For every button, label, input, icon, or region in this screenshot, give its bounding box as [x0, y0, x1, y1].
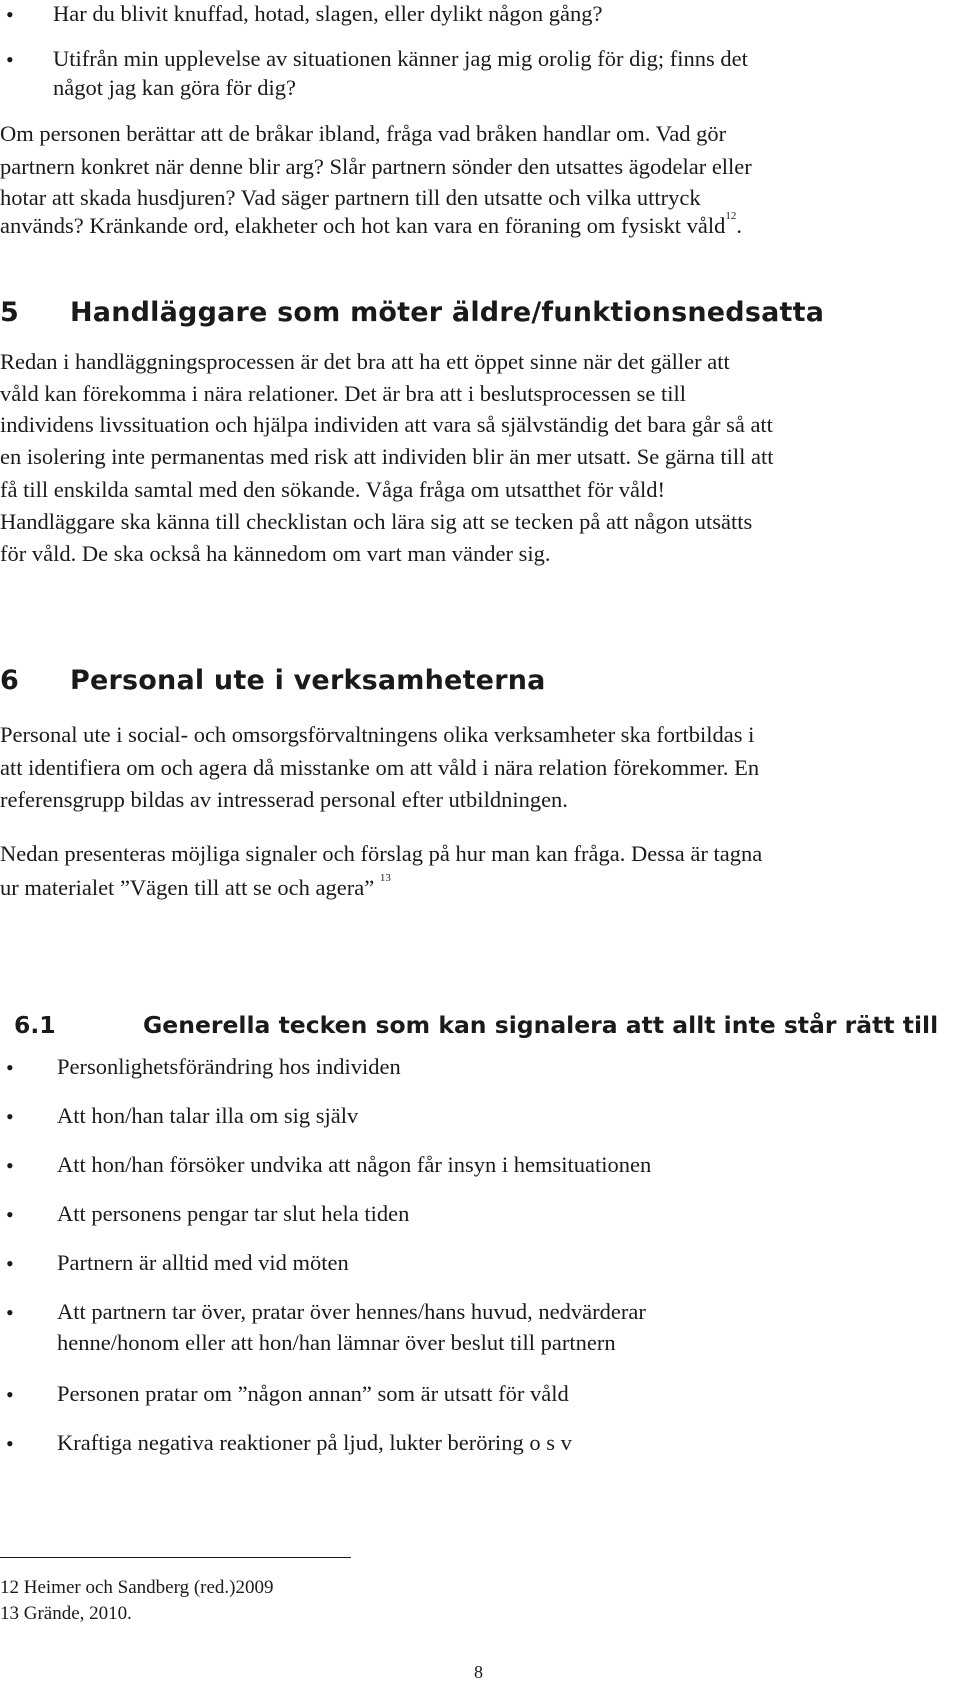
section-number: 5: [0, 297, 19, 328]
section5-line: individens livssituation och hjälpa individen att vara så självständig det bara går så att: [0, 412, 773, 437]
footnote-number: 12: [0, 1577, 19, 1598]
intro-line: [0, 210, 742, 238]
subsection-title: Generella tecken som kan signalera att allt inte står rätt till: [143, 1011, 939, 1039]
page-number: 8: [474, 1662, 483, 1682]
bullet-text: Att partnern tar över, pratar över hennes/hans huvud, nedvärderar: [57, 1299, 646, 1324]
bullet-text: Personen pratar om ”någon annan” som är utsatt för våld: [57, 1381, 569, 1406]
bullet-text: Att hon/han talar illa om sig själv: [57, 1103, 359, 1128]
footnote-separator: [0, 1557, 351, 1558]
footnote-text: Grände, 2010.: [23, 1603, 132, 1624]
section5-line: en isolering inte permanentas med risk att individen blir än mer utsatt. Se gärna till att: [0, 444, 774, 469]
bullet-marker: •: [6, 1251, 14, 1276]
section-number: 6: [0, 665, 19, 696]
bullet-marker: •: [6, 1055, 14, 1080]
section6-line: Personal ute i social- och omsorgsförvaltningens olika verksamheter ska fortbildas i: [0, 722, 755, 747]
intro-line-end: .: [736, 213, 742, 238]
section6-line: att identifiera om och agera då misstanke om att våld i nära relation förekommer. En: [0, 755, 760, 780]
section-title: Personal ute i verksamheterna: [70, 665, 546, 696]
bullet-text: Har du blivit knuffad, hotad, slagen, eller dylikt någon gång?: [53, 1, 603, 26]
bullet-text: Att hon/han försöker undvika att någon får insyn i hemsituationen: [57, 1152, 652, 1177]
section6-line-text: ur materialet ”Vägen till att se och agera”: [0, 875, 375, 900]
section5-line: Redan i handläggningsprocessen är det bra att ha ett öppet sinne när det gäller att: [0, 349, 730, 374]
bullet-marker: •: [6, 1300, 14, 1325]
bullet-text-continuation: henne/honom eller att hon/han lämnar över beslut till partnern: [57, 1330, 616, 1355]
bullet-text: Personlighetsförändring hos individen: [57, 1054, 401, 1079]
section6-line: Nedan presenteras möjliga signaler och förslag på hur man kan fråga. Dessa är tagna: [0, 841, 763, 866]
bullet-text: Utifrån min upplevelse av situationen känner jag mig orolig för dig; finns det: [53, 46, 748, 71]
bullet-text: Partnern är alltid med vid möten: [57, 1250, 349, 1275]
bullet-marker: •: [6, 1431, 14, 1456]
intro-line-text: används? Kränkande ord, elakheter och hot kan vara en föraning om fysiskt våld: [0, 213, 726, 238]
bullet-marker: •: [6, 1382, 14, 1407]
intro-line: hotar att skada husdjuren? Vad säger partnern till den utsatte och vilka uttryck: [0, 185, 701, 210]
intro-line: partnern konkret när denne blir arg? Slår partnern sönder den utsattes ägodelar eller: [0, 154, 752, 179]
footnote-ref: 13: [379, 872, 391, 884]
section-title: Handläggare som möter äldre/funktionsnedsatta: [70, 297, 825, 328]
section6-line: [0, 872, 391, 900]
bullet-text: Kraftiga negativa reaktioner på ljud, lukter beröring o s v: [57, 1430, 572, 1455]
footnote-number: 13: [0, 1603, 19, 1624]
footnote-text: Heimer och Sandberg (red.)2009: [23, 1577, 274, 1598]
section5-line: våld kan förekomma i nära relationer. Det är bra att i beslutsprocessen se till: [0, 381, 687, 406]
intro-line: Om personen berättar att de bråkar ibland, fråga vad bråken handlar om. Vad gör: [0, 121, 727, 146]
section5-line: för våld. De ska också ha kännedom om vart man vänder sig.: [0, 541, 551, 566]
section6-line: referensgrupp bildas av intresserad personal efter utbildningen.: [0, 787, 568, 812]
bullet-marker: •: [6, 1104, 14, 1129]
footnote: [0, 1578, 274, 1597]
bullet-marker: •: [6, 1202, 14, 1227]
bullet-text-continuation: något jag kan göra för dig?: [53, 75, 297, 100]
bullet-marker: •: [6, 2, 14, 27]
bullet-text: Att personens pengar tar slut hela tiden: [57, 1201, 410, 1226]
bullet-marker: •: [6, 1153, 14, 1178]
bullet-marker: •: [6, 47, 14, 72]
subsection-number: 6.1: [14, 1011, 56, 1039]
section5-line: Handläggare ska känna till checklistan och lära sig att se tecken på att någon utsätts: [0, 509, 753, 534]
footnote: [0, 1604, 132, 1623]
footnote-ref: 12: [725, 210, 737, 222]
section5-line: få till enskilda samtal med den sökande. Våga fråga om utsatthet för våld!: [0, 477, 666, 502]
